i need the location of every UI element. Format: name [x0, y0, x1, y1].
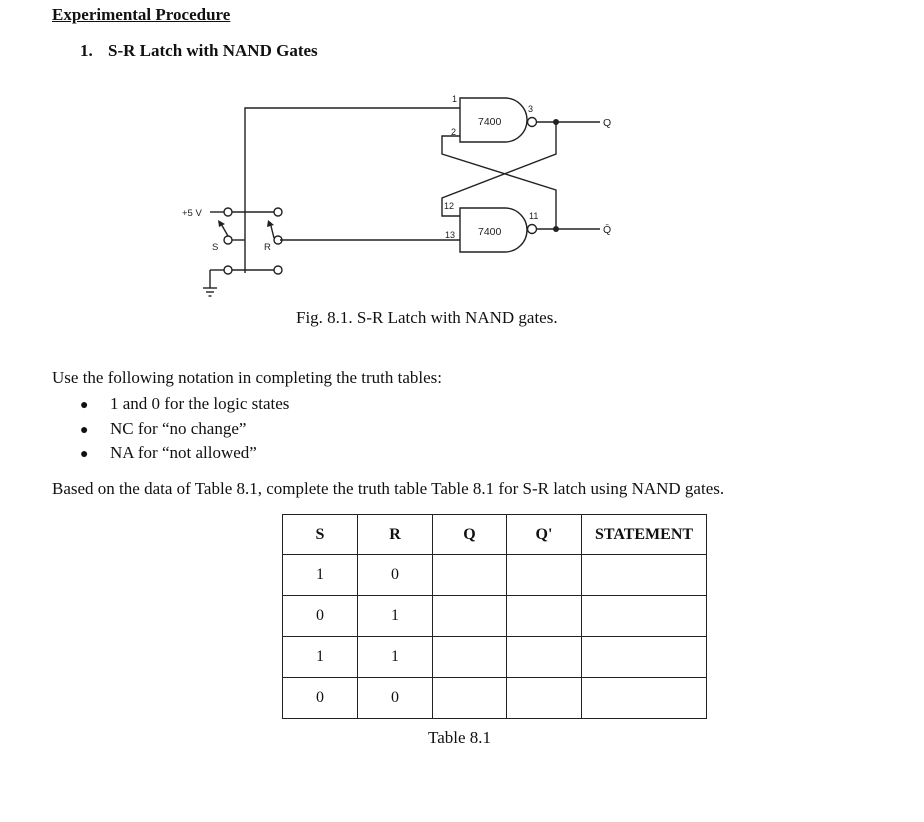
figure-caption: Fig. 8.1. S-R Latch with NAND gates.: [296, 308, 558, 327]
switch-r-contact-bottom: [274, 266, 282, 274]
wire-cross-a: [442, 136, 556, 229]
switch-s-pivot: [224, 236, 232, 244]
cell-s: 0: [283, 596, 358, 637]
bullet-icon: ●: [80, 422, 89, 438]
column-header-statement: STATEMENT: [582, 515, 707, 555]
cell-r: 0: [358, 555, 433, 596]
gate-bottom-label: 7400: [478, 226, 502, 238]
bullet-icon: ●: [80, 447, 89, 462]
junction-qbar: [553, 226, 559, 232]
cell-q[interactable]: [433, 678, 507, 719]
list-item-text: NC for “no change”: [110, 418, 247, 438]
notation-intro: Use the following notation in completing the truth tables:: [52, 368, 442, 387]
table-row: [283, 678, 707, 719]
cell-s: 1: [283, 637, 358, 678]
cell-q[interactable]: [433, 596, 507, 637]
table-header-row: [283, 515, 707, 555]
heading: Experimental Procedure: [52, 5, 231, 24]
list-item-text: NA for “not allowed”: [110, 443, 257, 462]
cell-q[interactable]: [433, 637, 507, 678]
table-caption: Table 8.1: [428, 728, 492, 747]
switch-s-contact-bottom: [224, 266, 232, 274]
cell-q-prime[interactable]: [507, 678, 582, 719]
pin-12-label: 12: [444, 201, 455, 211]
column-header-s: S: [283, 515, 358, 555]
switch-s-label: S: [212, 242, 219, 253]
cell-statement[interactable]: [582, 637, 707, 678]
bullet-icon: ●: [80, 398, 89, 413]
gate-top-label: 7400: [478, 116, 502, 128]
switch-r-label: R: [264, 242, 271, 253]
pin-1-label: 1: [452, 94, 458, 104]
pin-2-label: 2: [451, 127, 457, 137]
truth-table: [282, 514, 707, 719]
pin-3-label: 3: [528, 104, 534, 114]
supply-label: +5 V: [182, 208, 202, 219]
nand-gate-top-bubble: [528, 118, 537, 127]
cell-q-prime[interactable]: [507, 596, 582, 637]
table-row: [283, 596, 707, 637]
output-q-label: Q: [603, 117, 612, 129]
sr-latch-circuit-diagram: [170, 88, 640, 303]
list-item: [80, 417, 289, 442]
section-title: [80, 41, 318, 61]
list-item: [80, 441, 289, 466]
cell-r: 1: [358, 596, 433, 637]
junction-q: [553, 119, 559, 125]
list-item: [80, 392, 289, 417]
cell-s: 0: [283, 678, 358, 719]
pin-13-label: 13: [445, 230, 456, 240]
column-header-q: Q: [433, 515, 507, 555]
column-header-r: R: [358, 515, 433, 555]
switch-r-arrow: [267, 220, 274, 227]
cell-q-prime[interactable]: [507, 555, 582, 596]
section-number: 1.: [80, 41, 93, 60]
column-header-q-prime: Q': [507, 515, 582, 555]
output-qbar-label: Q̄: [603, 224, 612, 236]
cell-statement[interactable]: [582, 596, 707, 637]
section-title-text: S-R Latch with NAND Gates: [108, 41, 318, 60]
notation-list: [80, 392, 289, 466]
table-row: [283, 637, 707, 678]
switch-s-contact-top: [224, 208, 232, 216]
cell-s: 1: [283, 555, 358, 596]
cell-q[interactable]: [433, 555, 507, 596]
cell-q-prime[interactable]: [507, 637, 582, 678]
nand-gate-bottom-bubble: [528, 225, 537, 234]
cell-statement[interactable]: [582, 678, 707, 719]
cell-statement[interactable]: [582, 555, 707, 596]
switch-r-contact-top: [274, 208, 282, 216]
cell-r: 0: [358, 678, 433, 719]
instruction-text: Based on the data of Table 8.1, complete the truth table Table 8.1 for S-R latch using NAND gates.: [52, 479, 725, 498]
table-row: [283, 555, 707, 596]
list-item-text: 1 and 0 for the logic states: [110, 394, 290, 413]
wire-s-to-pin1: [245, 108, 460, 273]
pin-11-label: 11: [529, 211, 539, 221]
cell-r: 1: [358, 637, 433, 678]
